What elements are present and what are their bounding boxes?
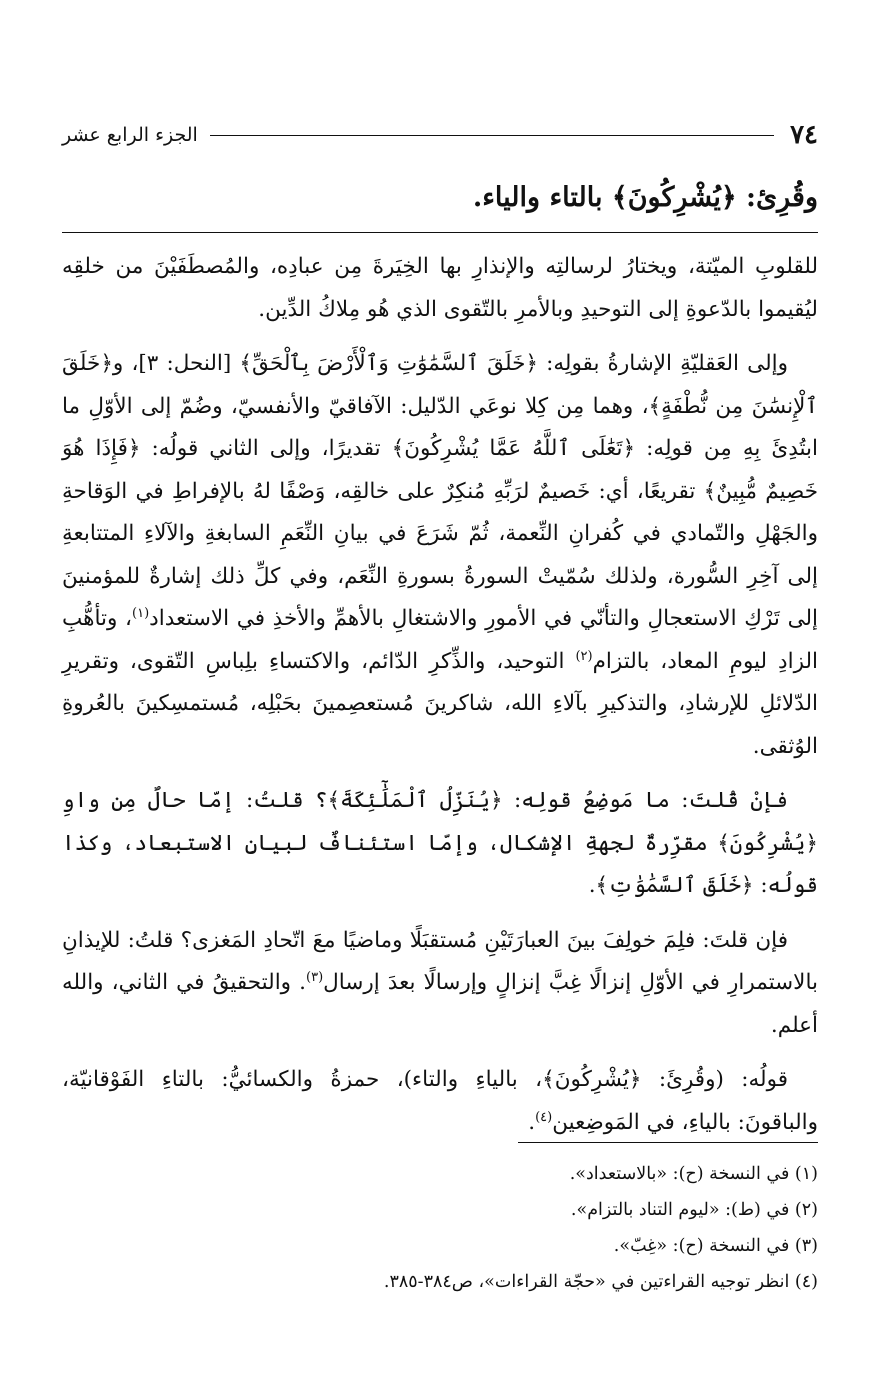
header-rule [210, 135, 774, 136]
book-page [62, 0, 818, 1394]
commentary [62, 246, 818, 1156]
commentary-paragraph-2 [62, 343, 818, 768]
commentary-paragraph-1 [62, 246, 818, 331]
commentary-text: فإن قلتَ: فلِمَ خولِفَ بينَ العبارَتَيْنِ مُستقبَلًا وماضيًا معَ اتّحادِ المَغزى؟ قلتُ: للإيذانِ بالاستمرارِ في الأوّلِ إنزالًا غِبَّ إنزالٍ وإرسالًا بعدَ إرسال [62, 927, 818, 995]
footnote-3: (٣) في النسخة (ح): «غِبّ». [613, 1236, 818, 1256]
footnote-2: (٢) في (ط): «ليوم التناد بالتزام». [570, 1200, 818, 1220]
page-number: ٧٤ [790, 120, 818, 150]
footnote-ref-3[interactable]: (٣) [306, 969, 324, 985]
commentary-paragraph-4 [62, 920, 818, 1048]
footnote-1: (١) في النسخة (ح): «بالاستعداد». [569, 1164, 818, 1184]
commentary-paragraph-5 [62, 1059, 818, 1144]
footnote-rule [518, 1142, 818, 1143]
commentary-text: للقلوبِ الميّتة، ويختارُ لرسالتِه والإنذارِ بها الخِيَرةَ مِن عبادِه، والمُصطَفَيْنَ من خلقِه ليُقيموا بالدّعوةِ إلى التوحيدِ وبالأمرِ بالتّقوى الذي هُو مِلاكُ الدِّين. [62, 254, 818, 322]
commentary-text: قولُه: (وقُرِئَ: ﴿يُشْرِكُونَ﴾، بالياءِ والتاء)، حمزةُ والكسائيُّ: بالتاءِ الفَوْقانيّة، والباقونَ: بالياءِ، في المَوضِعين [62, 1067, 818, 1135]
commentary-text: . [528, 1109, 536, 1135]
running-header [62, 118, 818, 152]
footnote-ref-1[interactable]: (١) [132, 605, 150, 621]
commentary-text: التوحيد، والذِّكرِ الدّائم، والاكتساءِ بلِباسِ التّقوى، وتقريرِ الدّلائلِ للإرشادِ، والتذكيرِ بآلاءِ الله، شاكرينَ مُستعصِمينَ بحَبْلِه، مُستمسِكينَ بالعُروةِ الوُثقى. [62, 648, 818, 759]
volume-title: الجزء الرابع عشر [62, 123, 198, 146]
commentary-text: فإنْ قُلتَ: ما مَوضِعُ قولِه: ﴿يُنَزِّلُ ٱلْمَلَٰٓئِكَةَ﴾؟ قلتُ: إمّا حالٌ مِن واوِ ﴿يُشْرِكُونَ﴾ مقرِّرةٌ لجهةِ الإشكال، وإمّا استئنافٌ لبيانِ الاستبعاد، وكذا قولُه: ﴿خَلَقَ ٱلسَّمَٰوَٰتِ﴾. [62, 788, 818, 898]
commentary-paragraph-3 [62, 780, 818, 908]
footnote-ref-4[interactable]: (٤) [535, 1109, 553, 1125]
commentary-text: . والتحقيقُ في الثاني، والله أعلم. [62, 970, 818, 1038]
footnote-4: (٤) انظر توجيه القراءتين في «حجّة القراءات»، ص٣٨٤-٣٨٥. [383, 1272, 818, 1292]
main-text: وقُرِئ: ﴿يُشْرِكُونَ﴾ بالتاء والياء. [472, 182, 818, 213]
commentary-text: ، وتأهُّبِ الزادِ ليومِ المعاد، بالتزام [62, 606, 818, 674]
main-text-rule [62, 232, 818, 233]
commentary-text: وإلى العَقليّةِ الإشارةُ بقولِه: ﴿خَلَقَ ٱلسَّمَٰوَٰتِ وَٱلْأَرْضَ بِٱلْحَقِّ﴾ [النحل: ٣]، و﴿خَلَقَ ٱلْإِنسَٰنَ مِن نُّطْفَةٍ﴾، وهما مِن كِلا نوعَي الدّليل: الآفاقيّ والأنفسيّ، وضُمّ إلى الأوّلِ ما ابتُدِئَ بِهِ مِن قولِه: ﴿تَعَٰلَى ٱللَّهُ عَمَّا يُشْرِكُونَ﴾ تقديرًا، وإلى الثاني قولُه: ﴿فَإِذَا هُوَ خَصِيمٌ مُّبِينٌ﴾ تقريعًا، أي: خَصيمٌ لرَبِّهِ مُنكِرٌ على خالقِه، وَصْفًا لهُ بالإفراطِ في الوَقاحةِ والجَهْلِ والتّمادي في كُفرانِ النِّعمة، ثُمّ شَرَعَ في بيانِ النِّعَمِ السابغةِ والآلاءِ المتتابعةِ إلى آخِرِ السُّورة، ولذلك سُمّيتْ السورةُ بسورةِ النِّعَم، وفي كلِّ ذلك إشارةٌ للمؤمنينَ إلى تَرْكِ الاستعجالِ والتأنّي في الأمورِ والاشتغالِ بالأهمِّ والأخذِ في الاستعداد [62, 351, 819, 631]
footnote-ref-2[interactable]: (٢) [575, 648, 593, 664]
footnotes [62, 1156, 818, 1300]
